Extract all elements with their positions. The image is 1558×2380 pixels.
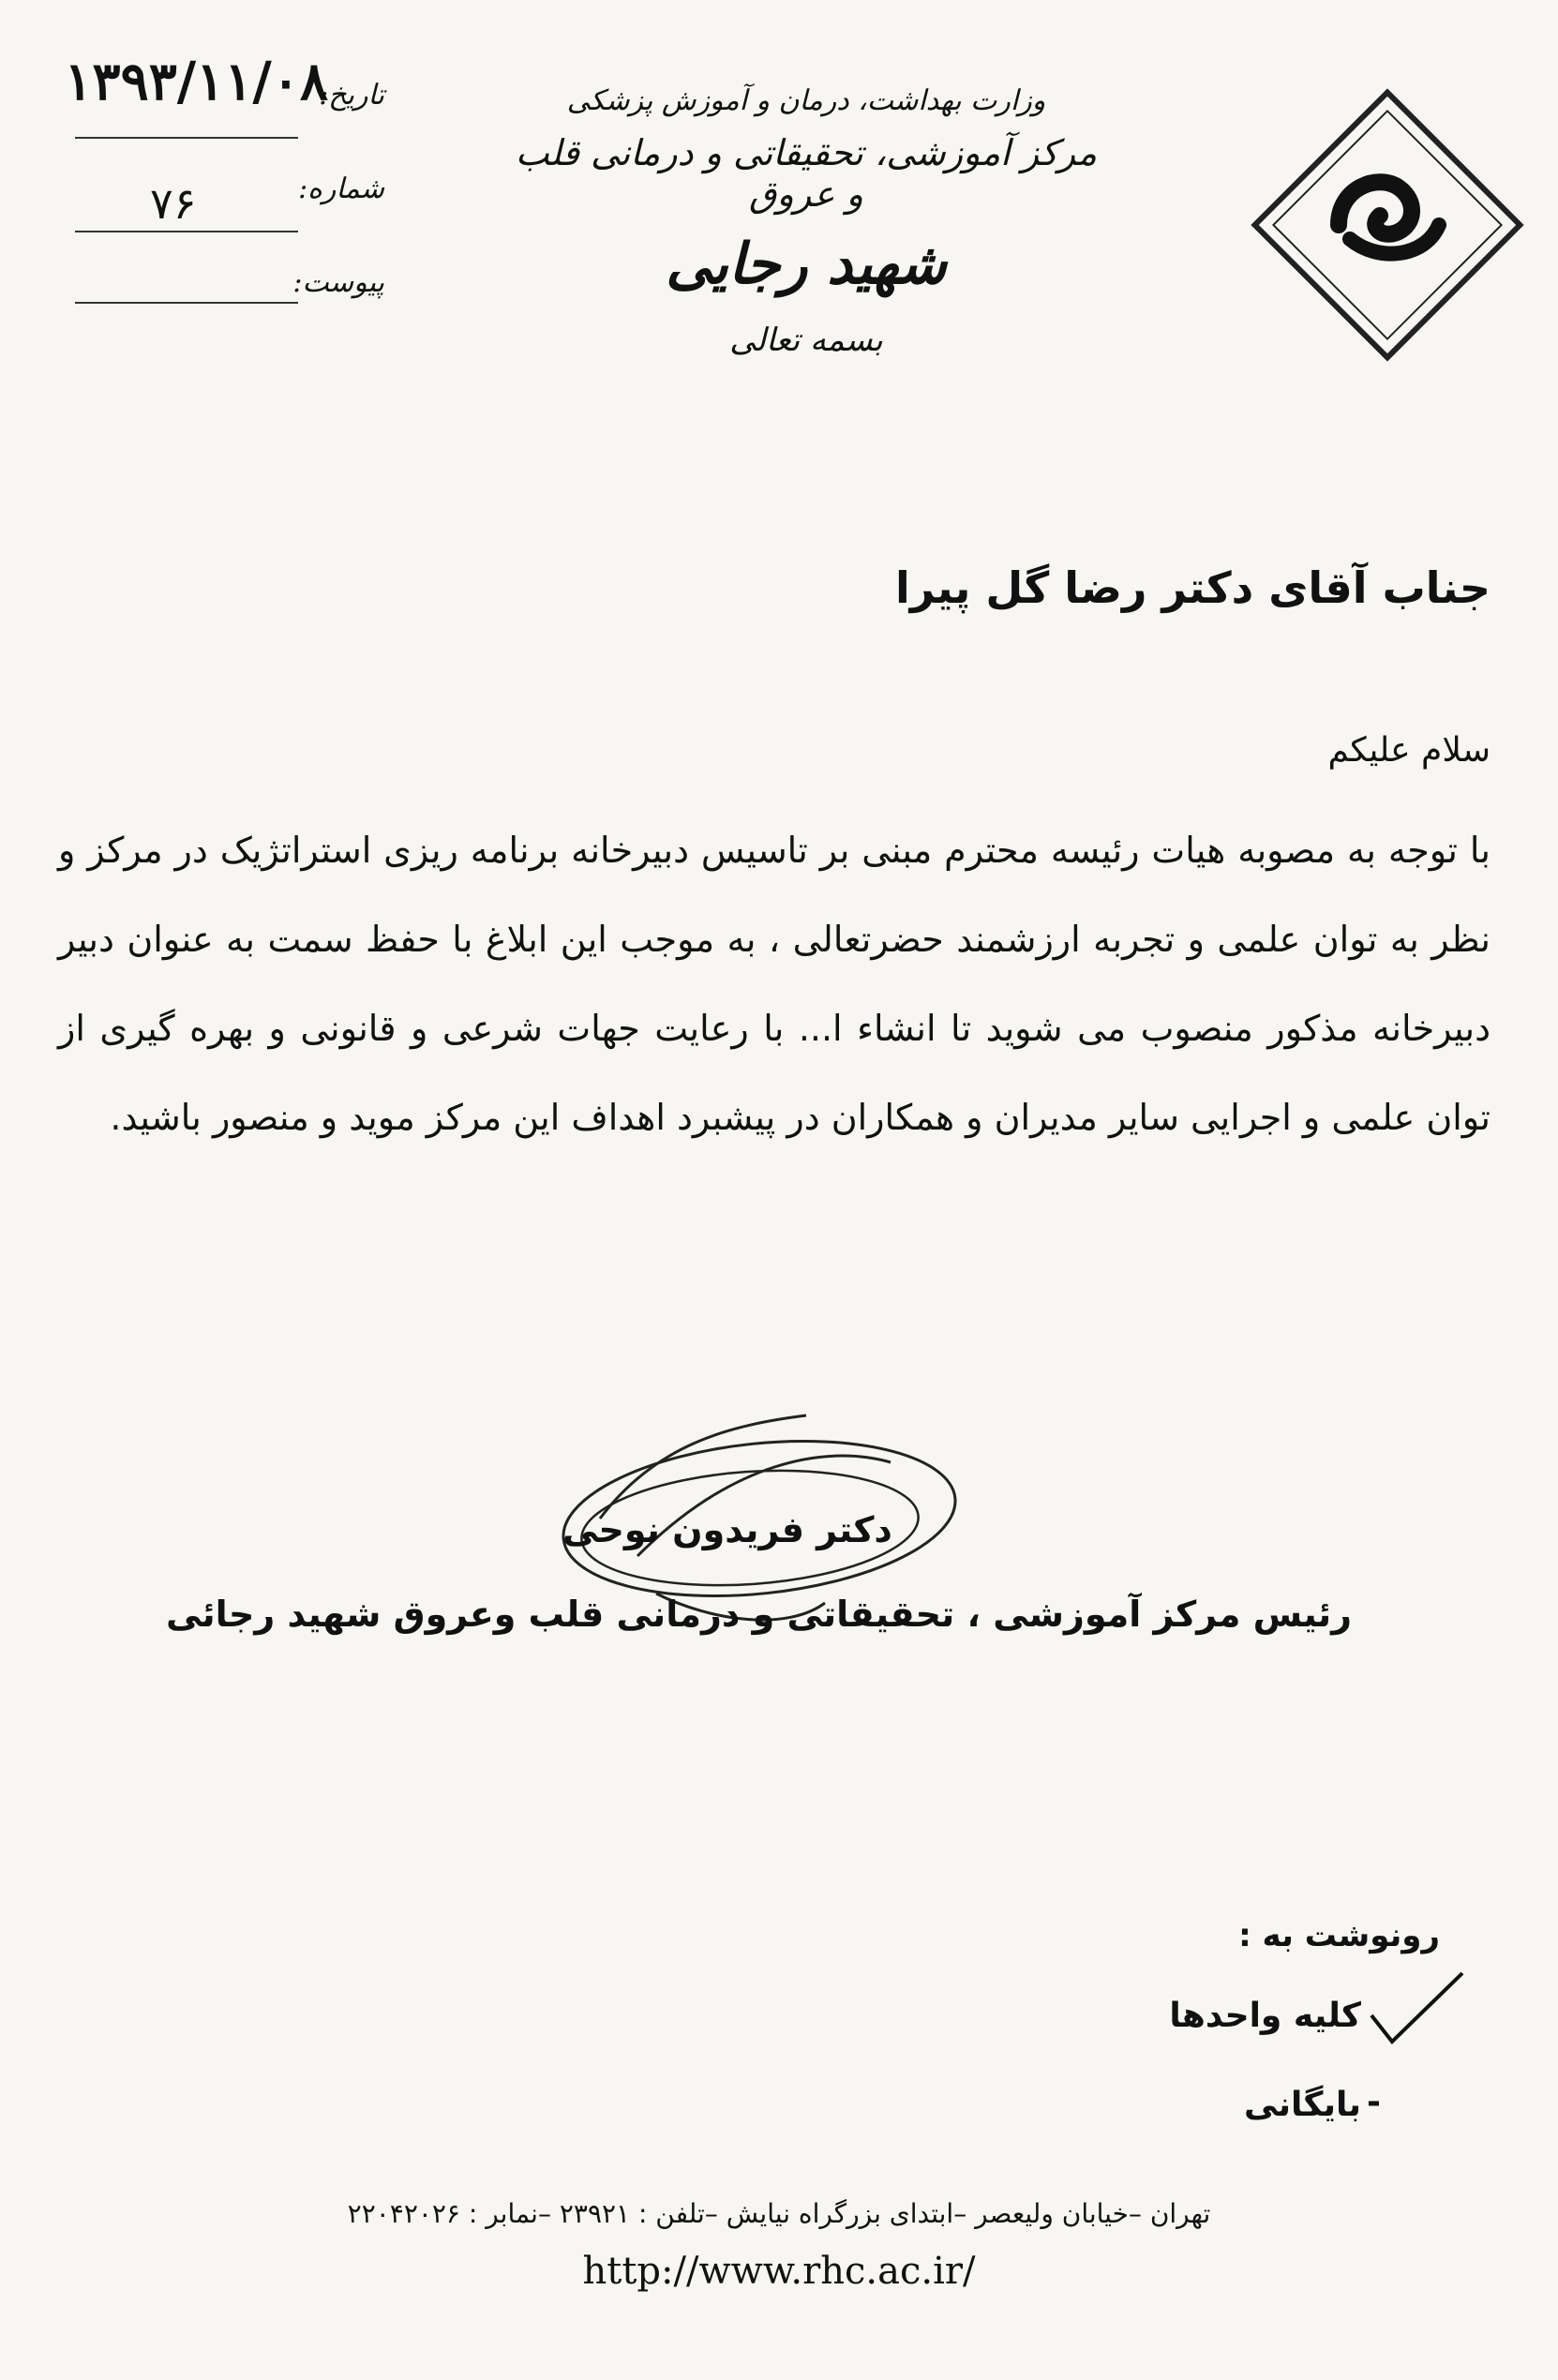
- ministry-name: وزارت بهداشت، درمان و آموزش پزشکی: [566, 84, 1046, 117]
- recipient: جناب آقای دکتر رضا گل پیرا: [894, 562, 1491, 613]
- check-mark-icon: [1364, 1968, 1467, 2053]
- footer-address: تهران –خیابان ولیعصر –ابتدای بزرگراه نیایش –تلفن : ۲۳۹۲۱ –نمابر : ۲۲۰۴۲۰۲۶: [347, 2198, 1211, 2229]
- attachment-line: [75, 302, 298, 304]
- date-row: [47, 47, 384, 141]
- number-label: شماره:: [298, 172, 384, 205]
- letterhead: [506, 84, 1106, 359]
- attachment-row: [47, 234, 384, 328]
- number-value: ۷۶: [150, 178, 197, 229]
- greeting: سلام علیکم: [1327, 731, 1491, 770]
- invocation: بسمه تعالی: [729, 322, 883, 359]
- copies-item: کلیه واحدها: [1169, 1997, 1361, 2035]
- signatory-title: رئیس مرکز آموزشی ، تحقیقاتی و درمانی قلب وعروق شهید رجائی: [165, 1594, 1352, 1635]
- letter-meta: [47, 47, 384, 328]
- copies-dash: -: [1367, 2083, 1381, 2121]
- date-value: ۱۳۹۳/۱۱/۰۸: [64, 51, 328, 112]
- copies-title: رونوشت به :: [1238, 1917, 1440, 1954]
- copies-item: بایگانی: [1244, 2086, 1361, 2124]
- footer-url: http://www.rhc.ac.ir/: [582, 2250, 976, 2293]
- attachment-label: پیوست:: [292, 266, 384, 299]
- center-title: شهید رجایی: [666, 232, 947, 297]
- letter-body: با توجه به مصوبه هیات رئیسه محترم مبنی بر تاسیس دبیرخانه برنامه ریزی استراتژیک در مرکز و نظر به توان علمی و تجربه ارزشمند حضرتعالی ، به موجب این ابلاغ با حفظ سمت به عنوان دبیر دبیرخانه مذکور منصوب می شوید تا انشاء ا... با رعایت جهات شرعی و قانونی و بهره گیری از توان علمی و اجرایی سایر مدیران و همکاران در پیشبرد اهداف این مرکز موید و منصور باشید.: [58, 830, 1491, 1138]
- number-row: [47, 141, 384, 234]
- signatory-name: دکتر فریدون نوحی: [562, 1509, 892, 1550]
- center-name: مرکز آموزشی، تحقیقاتی و درمانی قلب و عروق: [515, 132, 1098, 215]
- number-line: [75, 231, 298, 232]
- heart-center-logo: [1237, 84, 1537, 366]
- date-label: تاریخ:: [319, 79, 384, 112]
- date-line: [75, 137, 298, 139]
